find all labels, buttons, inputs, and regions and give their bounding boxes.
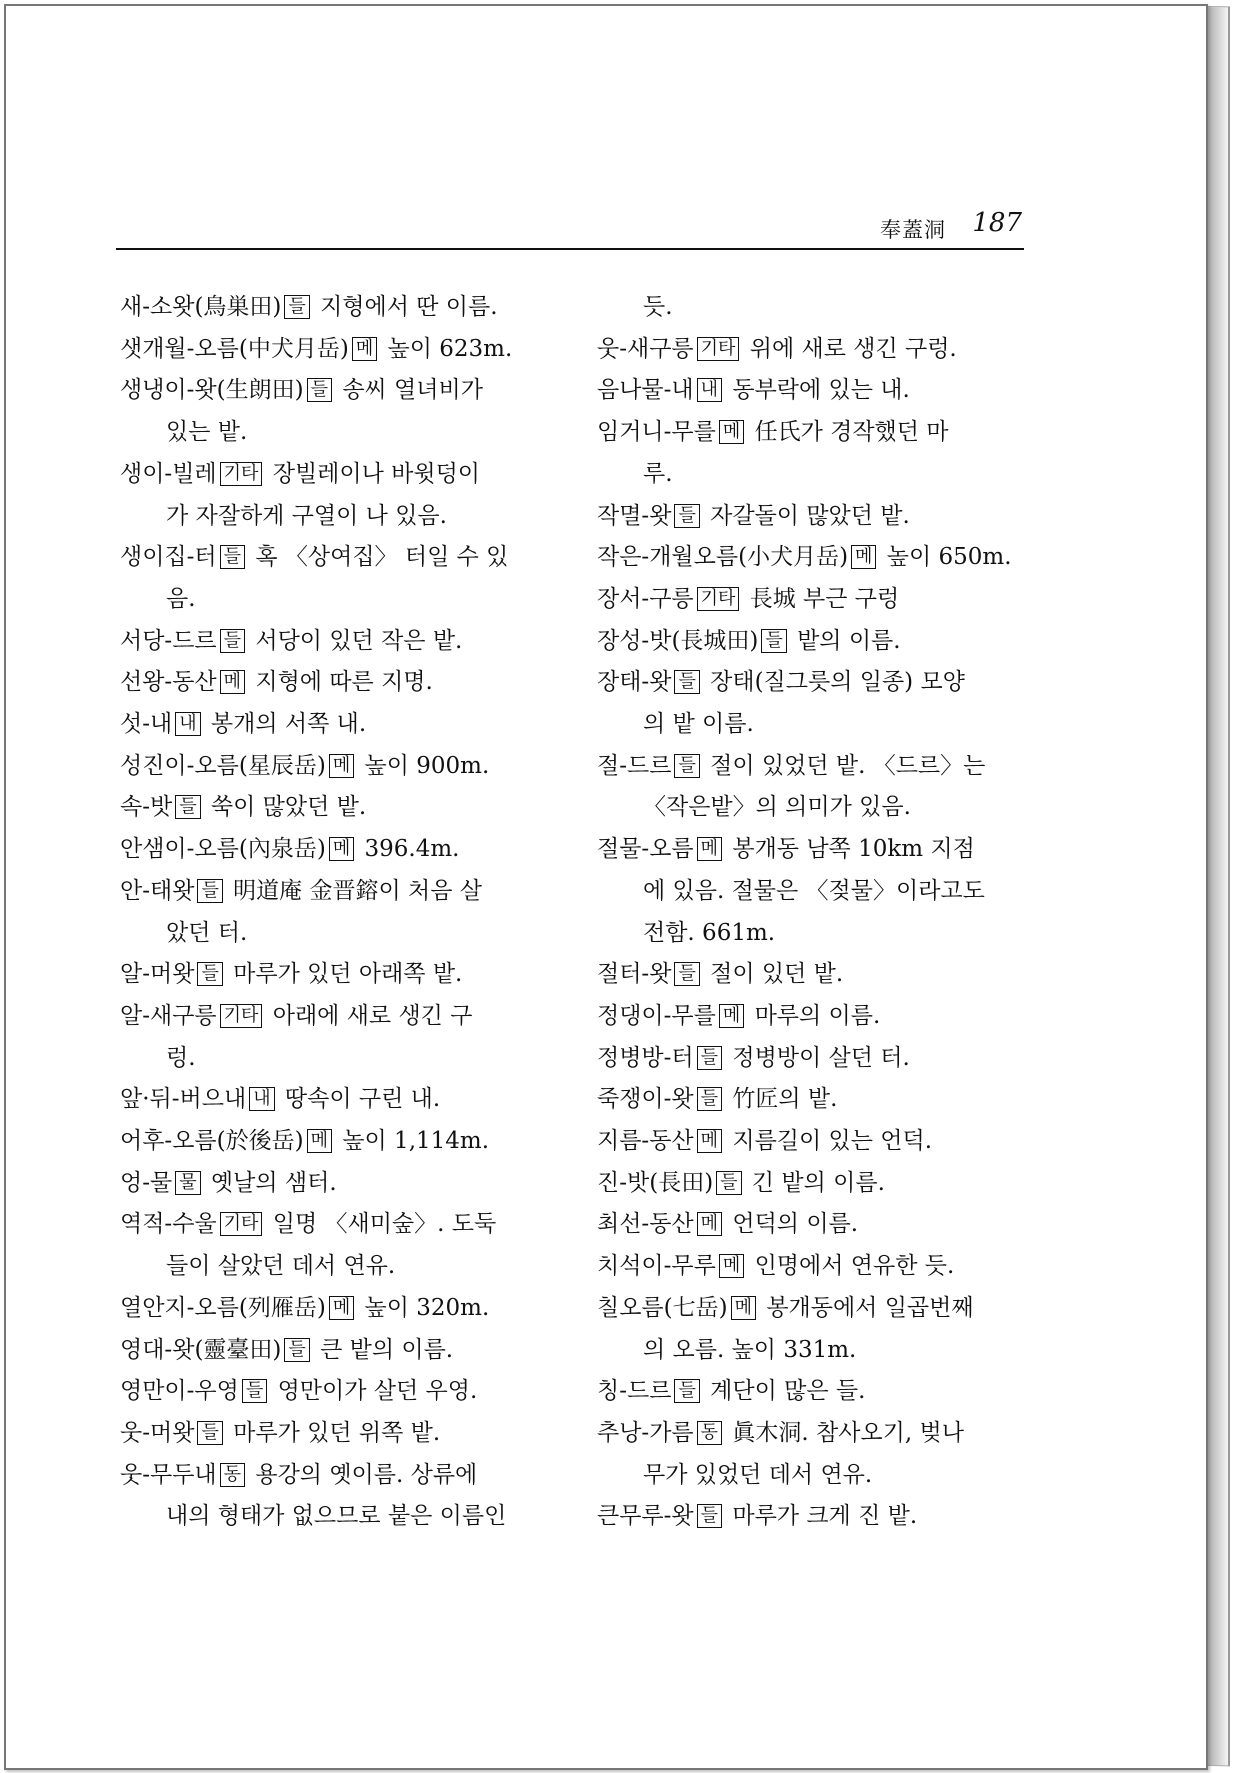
entry-text: 396.4m. [364,836,460,863]
entry-text: 내의 형태가 없으므로 붙은 이름인 [166,1503,507,1530]
entry-text: 높이 900m. [364,752,490,779]
dictionary-entry [597,662,1037,745]
entry-text: 일명 〈새미숲〉. 도둑 [272,1211,497,1238]
entry-text: 봉개의 서쪽 내. [210,711,367,738]
entry-continuation-line [120,496,560,538]
category-tag: 들 [697,1504,722,1528]
dictionary-entry [120,621,560,663]
entry-text: 있는 밭. [166,419,248,446]
entry-first-line [120,787,560,829]
entry-first-line [597,496,1037,538]
dictionary-entry [120,287,560,329]
dictionary-entry [597,996,1037,1038]
entry-first-line [120,621,560,663]
entry-text: 마루가 있던 위쪽 밭. [233,1419,441,1446]
entry-text: 았던 터. [166,919,248,946]
entry-first-line [120,871,560,913]
entry-continuation-line [120,579,560,621]
entry-headword: 큰무루-왓 [597,1503,694,1530]
category-tag: 기타 [220,1004,263,1028]
entry-headword: 칭-드르 [597,1378,672,1405]
entry-hanja: (生朗田) [216,377,304,404]
entry-first-line [120,1371,560,1413]
dictionary-entry [120,1163,560,1205]
category-tag: 동 [697,1421,722,1445]
entry-first-line [120,1121,560,1163]
entry-headword: 생이집-터 [120,544,217,571]
entry-first-line [120,1079,560,1121]
entry-first-line [597,370,1037,412]
entry-headword: 치석이-무루 [597,1253,716,1280]
entry-headword: 생이-빌레 [120,460,217,487]
entry-headword: 장성-밧 [597,627,672,654]
dictionary-entry [120,1288,560,1330]
entry-text: 큰 밭의 이름. [320,1336,454,1363]
entry-first-line [120,662,560,704]
entry-text: 竹匠의 밭. [732,1086,838,1113]
entry-first-line [597,1413,1037,1455]
dictionary-entry [597,1163,1037,1205]
entry-text: 정병방이 살던 터. [732,1044,910,1071]
entry-headword: 어후-오름 [120,1128,217,1155]
dictionary-entry [597,746,1037,829]
entry-headword: 앞·뒤-버으내 [120,1086,247,1113]
entry-headword: 절-드르 [597,752,672,779]
dictionary-entry [120,1330,560,1372]
entry-text: 밭의 이름. [797,627,901,654]
entry-headword: 영대-왓 [120,1336,195,1363]
entry-headword: 역적-수울 [120,1211,217,1238]
entry-first-line [120,370,560,412]
page-header [116,208,1024,250]
entry-text: 마루가 크게 진 밭. [732,1503,918,1530]
entry-headword: 성진이-오름 [120,752,239,779]
category-tag: 들 [175,795,200,819]
category-tag: 들 [674,504,699,528]
entry-hanja: (長田) [649,1169,714,1196]
entry-headword: 알-새구릉 [120,1002,217,1029]
entry-headword: 섯-내 [120,711,173,738]
category-tag: 들 [197,962,222,986]
entry-headword: 속-밧 [120,794,173,821]
entry-hanja: (鳥巣田) [194,294,282,320]
entry-first-line [120,287,560,329]
entry-headword: 엉-물 [120,1169,173,1196]
entry-headword: 영만이-우영 [120,1378,239,1405]
entry-headword: 웃-새구릉 [597,335,694,362]
entry-text: 높이 320m. [364,1294,490,1321]
entry-first-line [597,1496,1037,1538]
category-tag: 들 [697,1046,722,1070]
category-tag: 동 [220,1463,245,1487]
entry-text: 장빌레이나 바윗덩이 [272,460,481,487]
category-tag: 메 [329,754,354,778]
entry-first-line [120,954,560,996]
entry-text: 옛날의 샘터. [210,1169,337,1196]
entry-continuation-line [597,871,1037,913]
category-tag: 들 [242,1379,267,1403]
entry-first-line [597,662,1037,704]
entry-text: 가 자잘하게 구열이 나 있음. [166,502,447,529]
entry-text: 봉개동 남쪽 10km 지점 [732,836,975,863]
dictionary-entry [597,954,1037,996]
category-tag: 들 [716,1171,741,1195]
entry-first-line [597,1079,1037,1121]
category-tag: 메 [719,1004,744,1028]
entry-text: 언덕의 이름. [732,1211,859,1238]
entry-first-line [120,329,560,371]
entry-text: 마루가 있던 아래쪽 밭. [233,961,463,988]
entry-headword: 서당-드르 [120,627,217,654]
entry-hanja: (星辰岳) [238,752,326,779]
dictionary-entry [597,621,1037,663]
entry-hanja: (於後岳) [216,1128,304,1155]
entry-headword: 추낭-가름 [597,1419,694,1446]
dictionary-entry [597,1246,1037,1288]
category-tag: 메 [329,1296,354,1320]
dictionary-entry [597,829,1037,954]
entry-text: 봉개동에서 일곱번째 [766,1294,974,1321]
category-tag: 메 [307,1129,332,1153]
dictionary-entry [597,370,1037,412]
category-tag: 내 [249,1087,274,1111]
dictionary-entry [120,1121,560,1163]
category-tag: 들 [674,1379,699,1403]
category-tag: 들 [284,295,309,319]
entry-text: 쑥이 많았던 밭. [210,794,367,821]
dictionary-entry [120,1079,560,1121]
entry-headword: 죽쟁이-왓 [597,1086,694,1113]
entry-headword: 웃-무두내 [120,1461,217,1488]
entry-headword: 웃-머왓 [120,1419,195,1446]
entry-first-line [120,704,560,746]
entry-continuation-line [597,787,1037,829]
entry-continuation-line [597,1455,1037,1497]
entry-continuation-line [120,1496,560,1538]
dictionary-entry [597,579,1037,621]
dictionary-entry [597,1496,1037,1538]
entry-first-line [597,1121,1037,1163]
entry-first-line [120,1330,560,1372]
entry-first-line [120,1413,560,1455]
category-tag: 메 [697,1212,722,1236]
dictionary-entry [120,662,560,704]
entry-text: 용강의 옛이름. 상류에 [255,1461,478,1488]
entry-text: 서당이 있던 작은 밭. [255,627,463,654]
dictionary-entry [120,1204,560,1287]
entry-first-line [120,829,560,871]
entry-text: 지형에 따른 지명. [255,669,433,696]
entry-continuation-line [120,913,560,955]
category-tag: 기타 [697,587,740,611]
dictionary-entry [597,537,1037,579]
category-tag: 메 [697,837,722,861]
entry-hanja: (七岳) [663,1294,728,1321]
category-tag: 들 [197,879,222,903]
entry-headword: 지름-동산 [597,1128,694,1155]
entry-first-line [597,954,1037,996]
category-tag: 메 [719,1254,744,1278]
dictionary-entry [597,287,1037,329]
entry-continuation-line [597,704,1037,746]
category-tag: 들 [220,545,245,569]
right-column [597,287,1037,1538]
category-tag: 메 [697,1129,722,1153]
entry-text: 땅속이 구린 내. [284,1086,441,1113]
entry-headword: 안샘이-오름 [120,836,239,863]
category-tag: 들 [674,962,699,986]
entry-text: 任氏가 경작했던 마 [754,419,949,446]
entry-first-line [597,1204,1037,1246]
entry-first-line [597,621,1037,663]
entry-text: 혹 〈상여집〉 터일 수 있 [255,544,509,571]
dictionary-entry [120,704,560,746]
entry-text: 자갈돌이 많았던 밭. [710,502,910,529]
category-tag: 들 [197,1421,222,1445]
entry-headword: 최선-동산 [597,1211,694,1238]
entry-continuation-line [120,412,560,454]
dictionary-entry [597,1204,1037,1246]
entry-text: 마루의 이름. [754,1002,881,1029]
entry-first-line [597,287,1037,329]
entry-hanja: (內泉岳) [238,836,326,863]
entry-text: 지름길이 있는 언덕. [732,1128,933,1155]
category-tag: 들 [307,378,332,402]
category-tag: 들 [674,754,699,778]
entry-first-line [597,1288,1037,1330]
entry-first-line [120,537,560,579]
entry-text: 무가 있었던 데서 연유. [643,1461,873,1488]
entry-text: 明道庵 金晋鎔이 처음 살 [233,877,482,904]
entry-text: 眞木洞. 참사오기, 벚나 [732,1419,964,1446]
dictionary-entry [120,1371,560,1413]
entry-headword: 작멸-왓 [597,502,672,529]
category-tag: 물 [175,1171,200,1195]
entry-text: 위에 새로 생긴 구렁. [749,335,957,362]
entry-first-line [597,746,1037,788]
entry-headword: 정병방-터 [597,1044,694,1071]
dictionary-entry [120,454,560,537]
category-tag: 메 [329,837,354,861]
entry-continuation-line [597,913,1037,955]
entry-continuation-line [597,1330,1037,1372]
dictionary-entry [597,329,1037,371]
entry-headword: 안-태왓 [120,877,195,904]
entry-text: 동부락에 있는 내. [732,377,910,404]
entry-headword: 알-머왓 [120,961,195,988]
entry-headword: 작은-개월오름 [597,544,739,571]
entry-text: 높이 650m. [886,544,1012,571]
entry-first-line [597,579,1037,621]
dictionary-entry [120,537,560,620]
category-tag: 들 [761,629,786,653]
entry-headword: 절터-왓 [597,961,672,988]
running-head: 奉蓋洞 [880,218,946,242]
dictionary-entry [120,1413,560,1455]
entry-first-line [597,996,1037,1038]
entry-headword: 진-밧 [597,1169,650,1196]
category-tag: 내 [175,712,200,736]
dictionary-entry [120,329,560,371]
entry-headword: 선왕-동산 [120,669,217,696]
entry-first-line [120,996,560,1038]
entry-first-line [597,1163,1037,1205]
dictionary-entry [597,496,1037,538]
entry-first-line [597,537,1037,579]
entry-first-line [120,454,560,496]
category-tag: 기타 [220,1212,263,1236]
entry-text: 長城 부근 구렁 [749,585,900,612]
dictionary-entry [597,1413,1037,1496]
dictionary-entry [597,1121,1037,1163]
entry-text: 듯. [643,294,673,320]
entry-headword: 장서-구릉 [597,585,694,612]
page-number: 187 [972,208,1022,238]
entry-text: 긴 밭의 이름. [751,1169,885,1196]
entry-first-line [597,329,1037,371]
dictionary-entry [597,412,1037,495]
entry-first-line [120,1163,560,1205]
category-tag: 기타 [697,337,740,361]
dictionary-entry [120,1455,560,1538]
entry-first-line [597,1246,1037,1288]
entry-headword: 장태-왓 [597,669,672,696]
category-tag: 메 [220,670,245,694]
entry-text: 루. [643,460,673,487]
left-column [120,287,560,1538]
entry-headword: 샛개월-오름 [120,335,239,362]
category-tag: 들 [697,1087,722,1111]
entry-headword: 정댕이-무를 [597,1002,716,1029]
entry-first-line [120,1288,560,1330]
entry-text: 지형에서 딴 이름. [320,294,498,320]
dictionary-entry [120,746,560,788]
entry-text: 높이 1,114m. [342,1128,490,1155]
dictionary-entry [120,370,560,453]
dictionary-entry [597,1371,1037,1413]
entry-headword: 절물-오름 [597,836,694,863]
entry-text: 계단이 많은 들. [710,1378,866,1405]
entry-headword: 생냉이-왓 [120,377,217,404]
entry-headword: 칠오름 [597,1294,664,1321]
category-tag: 들 [220,629,245,653]
entry-text: 에 있음. 절물은 〈젖물〉이라고도 [643,877,985,904]
entry-first-line [120,1204,560,1246]
entry-hanja: (中犬月岳) [238,335,349,362]
entry-text: 음. [166,585,196,612]
entry-hanja: (列雁岳) [238,1294,326,1321]
entry-first-line [120,1455,560,1497]
category-tag: 들 [284,1338,309,1362]
entry-text: 송씨 열녀비가 [342,377,483,404]
category-tag: 메 [731,1296,756,1320]
entry-first-line [597,829,1037,871]
entry-first-line [597,1371,1037,1413]
category-tag: 기타 [220,462,263,486]
entry-text: 렁. [166,1044,196,1071]
entry-hanja: (小犬月岳) [738,544,849,571]
entry-first-line [597,1038,1037,1080]
category-tag: 들 [674,670,699,694]
entry-text: 들이 살았던 데서 연유. [166,1253,396,1280]
entry-text: 장태(질그릇의 일종) 모양 [710,669,965,696]
entry-hanja: (靈臺田) [194,1336,282,1363]
dictionary-entry [120,829,560,871]
dictionary-entry [597,1288,1037,1371]
entry-headword: 열안지-오름 [120,1294,239,1321]
entry-headword: 임거니-무를 [597,419,716,446]
entry-text: 영만이가 살던 우영. [277,1378,478,1405]
entry-text: 의 밭 이름. [643,711,754,738]
entry-continuation-line [120,1246,560,1288]
entry-text: 의 오름. 높이 331m. [643,1336,857,1363]
entry-text: 높이 623m. [387,335,513,362]
dictionary-entry [120,871,560,954]
entry-first-line [120,746,560,788]
entry-headword: 음나물-내 [597,377,694,404]
entry-hanja: (長城田) [671,627,759,654]
entry-text: 전함. 661m. [643,919,776,946]
entry-headword: 새-소왓 [120,294,195,320]
entry-text: 아래에 새로 생긴 구 [272,1002,473,1029]
dictionary-entry [120,787,560,829]
category-tag: 내 [697,378,722,402]
entry-continuation-line [597,454,1037,496]
dictionary-entry [120,996,560,1079]
entry-continuation-line [120,1038,560,1080]
dictionary-entry [597,1079,1037,1121]
category-tag: 메 [352,337,377,361]
dictionary-entry [120,954,560,996]
entry-text: 절이 있던 밭. [710,961,844,988]
entry-first-line [597,412,1037,454]
dictionary-entry [597,1038,1037,1080]
category-tag: 메 [851,545,876,569]
entry-text: 절이 있었던 밭. 〈드르〉는 [710,752,986,779]
entry-text: 인명에서 연유한 듯. [754,1253,955,1280]
entry-text: 〈작은밭〉의 의미가 있음. [643,794,911,821]
category-tag: 메 [719,420,744,444]
